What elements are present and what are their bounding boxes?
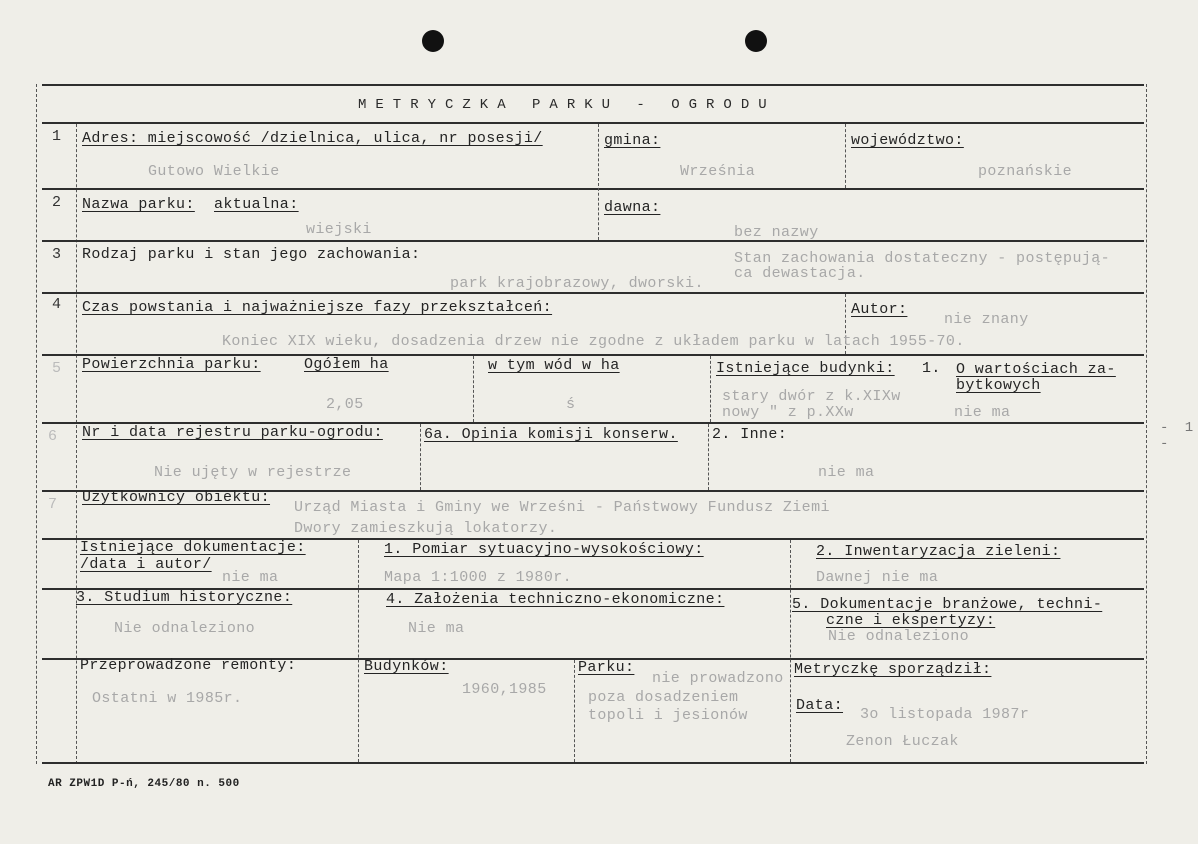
total-area-value: 2,05 xyxy=(326,396,364,413)
technical-assumptions-value: Nie ma xyxy=(408,620,465,637)
documentation-sublabel: /data i autor/ xyxy=(80,556,212,573)
voivodeship-value: poznańskie xyxy=(978,163,1073,180)
divider-r8-b xyxy=(790,540,791,762)
current-name-value: wiejski xyxy=(306,221,372,238)
rule-title xyxy=(42,122,1144,124)
row-number-1: 1 xyxy=(52,128,62,145)
author-value: nie znany xyxy=(944,311,1029,328)
history-value: Koniec XIX wieku, dosadzenia drzew nie zgodne z układem parku w latach 1955-70. xyxy=(222,333,965,350)
park-name-label: Nazwa parku: xyxy=(82,196,195,213)
rule-1 xyxy=(42,188,1144,190)
divider-r6-b xyxy=(708,424,709,490)
row-number-3: 3 xyxy=(52,246,62,263)
gmina-value: Września xyxy=(680,163,756,180)
users-line-1: Urząd Miasta i Gminy we Wrześni - Państwowy Fundusz Ziemi xyxy=(294,499,830,516)
voivodeship-label: województwo: xyxy=(851,132,964,149)
buildings-renovation-label: Budynków: xyxy=(364,658,449,675)
conservator-opinion-label: 6a. Opinia komisji konserw. xyxy=(424,426,678,443)
technical-assumptions-label: 4. Założenia techniczno-ekonomiczne: xyxy=(386,591,725,608)
rule-bottom xyxy=(42,762,1144,764)
register-value: Nie ujęty w rejestrze xyxy=(154,464,352,481)
right-border xyxy=(1146,84,1147,764)
row-number-2: 2 xyxy=(52,194,62,211)
divider-r8-a xyxy=(358,540,359,762)
history-label: Czas powstania i najważniejsze fazy przekształceń: xyxy=(82,299,553,316)
park-renovation-line-2: poza dosadzeniem xyxy=(588,689,739,706)
rule-3 xyxy=(42,292,1144,294)
buildings-item-1: 1. xyxy=(922,360,941,377)
divider-r5-b xyxy=(710,356,711,422)
greenery-value: Dawnej nie ma xyxy=(816,569,939,586)
register-label: Nr i data rejestru parku-ogrodu: xyxy=(82,424,383,441)
area-label: Powierzchnia parku: xyxy=(82,356,261,373)
documentation-value: nie ma xyxy=(222,569,279,586)
heritage-label-1: O wartościach za- xyxy=(956,361,1116,378)
left-border xyxy=(36,84,37,764)
date-label: Data: xyxy=(796,697,844,714)
row-number-7: 7 xyxy=(48,496,58,513)
park-renovation-line-3: topoli i jesionów xyxy=(588,707,748,724)
condition-line-2: ca dewastacja. xyxy=(734,265,866,282)
building-old-manor: stary dwór z k.XIXw xyxy=(722,388,901,405)
divider-r10 xyxy=(574,660,575,762)
park-type-label: Rodzaj parku i stan jego zachowania: xyxy=(82,246,421,263)
address-label: Adres: miejscowość /dzielnica, ulica, nr posesji/ xyxy=(82,130,543,147)
number-column-border xyxy=(76,124,77,764)
prepared-by-label: Metryczkę sporządził: xyxy=(794,661,992,678)
renovations-label: Przeprowadzone remonty: xyxy=(80,657,297,674)
other-value: nie ma xyxy=(818,464,875,481)
former-name-label: dawna: xyxy=(604,199,661,216)
rule-top xyxy=(42,84,1144,86)
historical-study-value: Nie odnaleziono xyxy=(114,620,256,637)
date-value: 3o listopada 1987r xyxy=(860,706,1030,723)
address-value: Gutowo Wielkie xyxy=(148,163,280,180)
buildings-renovation-value: 1960,1985 xyxy=(462,681,547,698)
current-name-label: aktualna: xyxy=(214,196,299,213)
park-type-value: park krajobrazowy, dworski. xyxy=(450,275,704,292)
divider-r1-b xyxy=(845,124,846,188)
total-area-label: Ogółem ha xyxy=(304,356,389,373)
buildings-label: Istniejące budynki: xyxy=(716,360,895,377)
greenery-label: 2. Inwentaryzacja zieleni: xyxy=(816,543,1061,560)
building-new: nowy " z p.XXw xyxy=(722,404,854,421)
branch-docs-label-2: czne i ekspertyzy: xyxy=(826,612,996,629)
water-area-label: w tym wód w ha xyxy=(488,357,620,374)
users-line-2: Dwory zamieszkują lokatorzy. xyxy=(294,520,558,537)
heritage-value: nie ma xyxy=(954,404,1011,421)
historical-study-label: 3. Studium historyczne: xyxy=(76,589,293,606)
survey-label: 1. Pomiar sytuacyjno-wysokościowy: xyxy=(384,541,704,558)
divider-r1-r2-a xyxy=(598,124,599,240)
author-name-value: Zenon Łuczak xyxy=(846,733,959,750)
users-label: Użytkownicy obiektu: xyxy=(82,489,271,506)
branch-docs-label-1: 5. Dokumentacje branżowe, techni- xyxy=(792,596,1103,613)
punch-hole-left xyxy=(422,30,444,52)
author-label: Autor: xyxy=(851,301,908,318)
former-name-value: bez nazwy xyxy=(734,224,819,241)
divider-r5-a xyxy=(473,356,474,422)
park-renovation-line-1: nie prowadzono xyxy=(652,670,784,687)
documentation-label: Istniejące dokumentacje: xyxy=(80,539,306,556)
survey-value: Mapa 1:1000 z 1980r. xyxy=(384,569,573,586)
page-number-mark: - 1 - xyxy=(1160,420,1198,452)
row-number-4: 4 xyxy=(52,296,62,313)
rule-2 xyxy=(42,240,1144,242)
other-label: 2. Inne: xyxy=(712,426,788,443)
print-footer: AR ZPW1D P-ń, 245/80 n. 500 xyxy=(48,778,240,790)
heritage-label-2: bytkowych xyxy=(956,377,1041,394)
condition-line-1: Stan zachowania dostateczny - postępują- xyxy=(734,250,1111,267)
water-area-value: ś xyxy=(566,396,576,413)
renovations-value: Ostatni w 1985r. xyxy=(92,690,243,707)
branch-docs-value: Nie odnaleziono xyxy=(828,628,970,645)
gmina-label: gmina: xyxy=(604,132,661,149)
divider-r6-a xyxy=(420,424,421,490)
row-number-5: 5 xyxy=(52,360,62,377)
form-title: METRYCZKA PARKU - OGRODU xyxy=(358,97,776,113)
row-number-6: 6 xyxy=(48,428,58,445)
punch-hole-right xyxy=(745,30,767,52)
park-renovation-label: Parku: xyxy=(578,659,635,676)
